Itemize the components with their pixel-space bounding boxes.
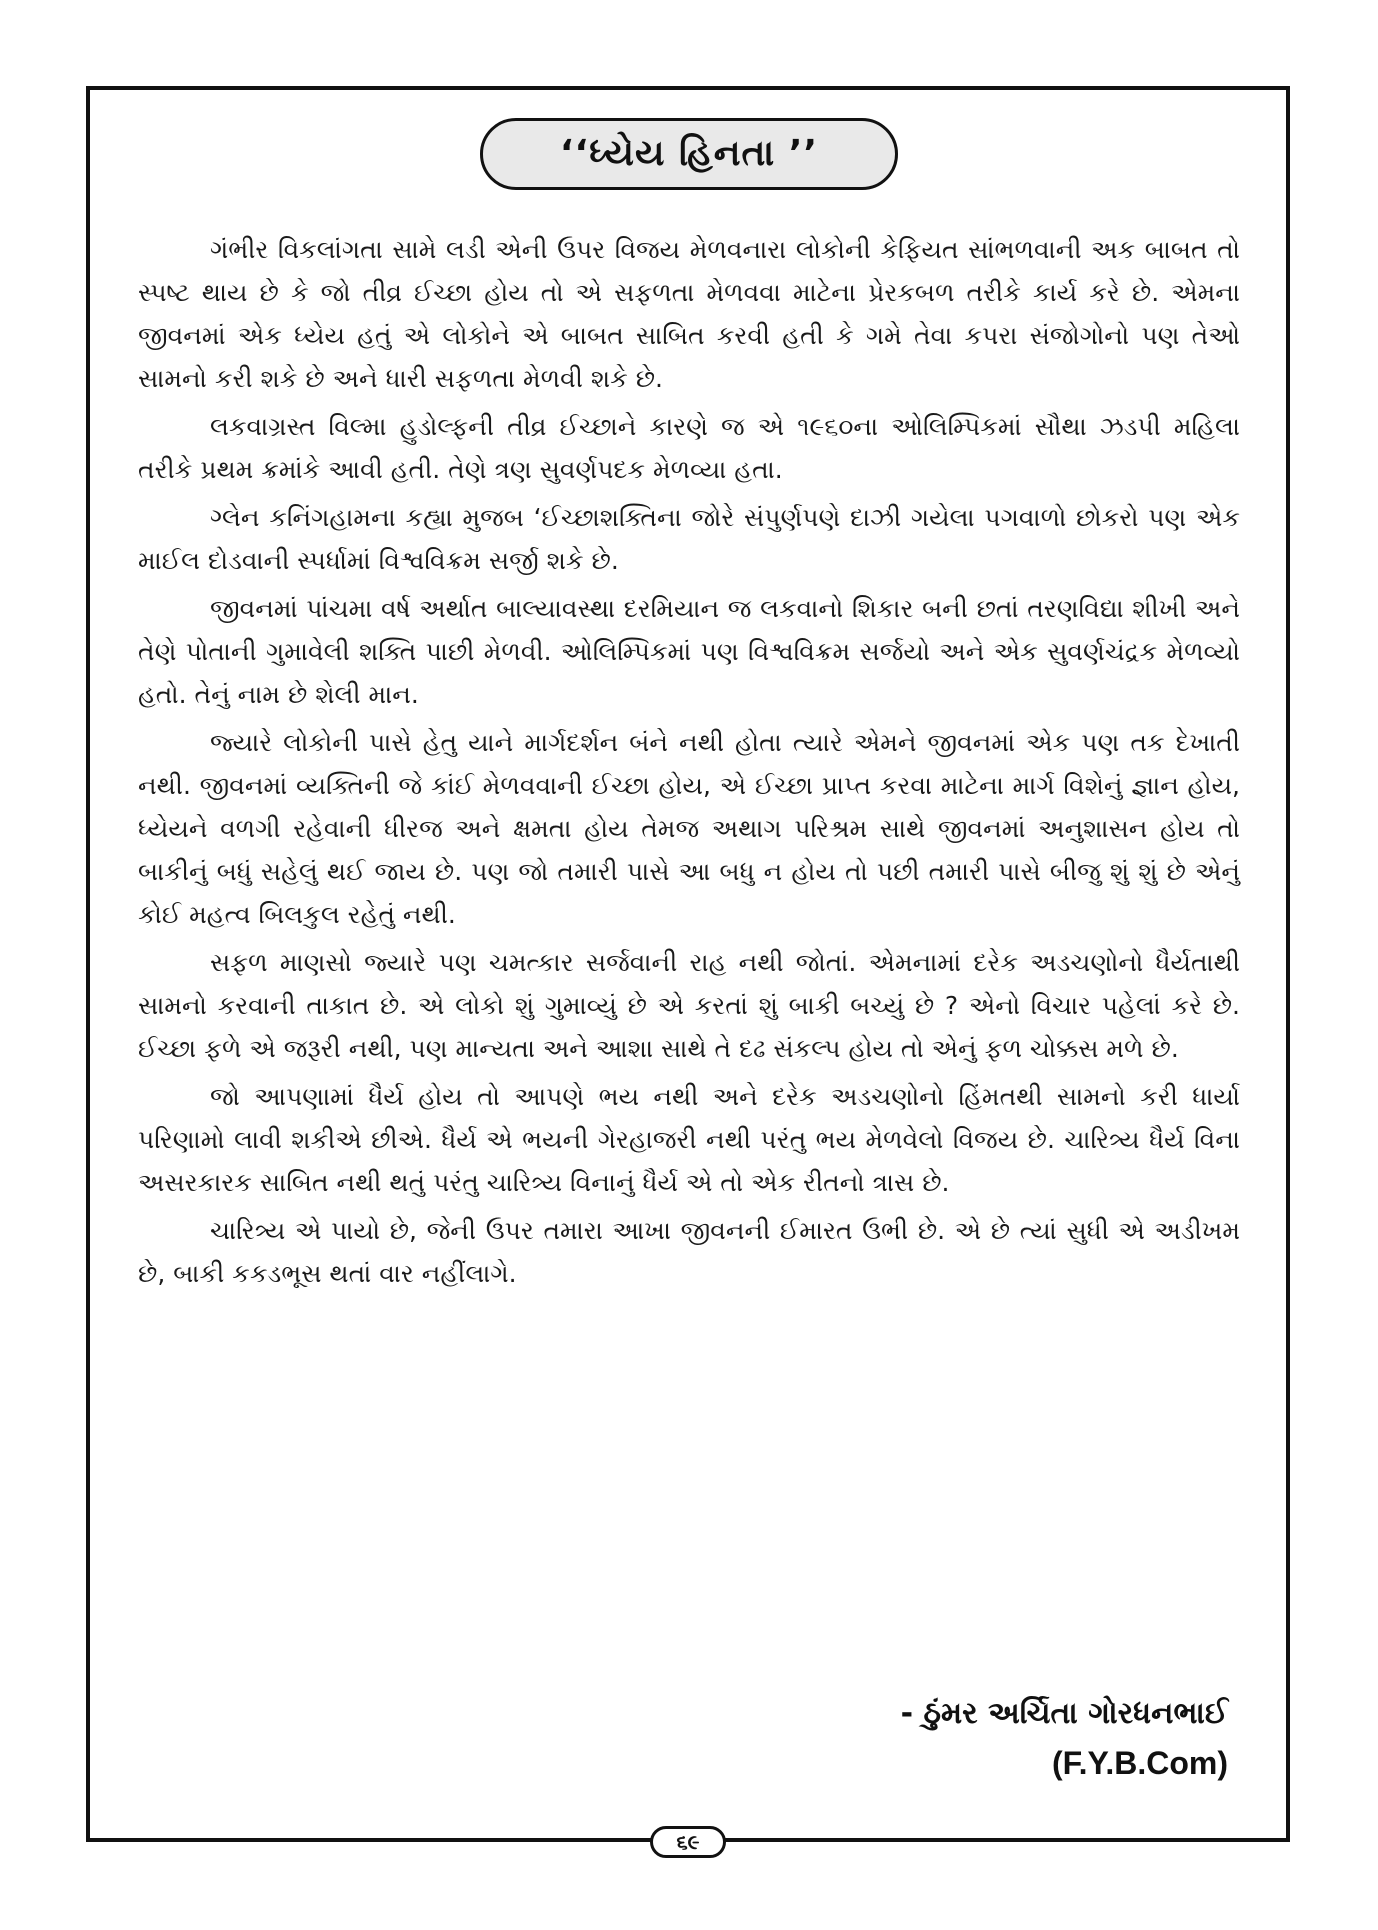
- author-name: - ઠુંમર અર્ચિતા ગોરધનભાઈ: [900, 1696, 1228, 1731]
- article-body: [138, 228, 1240, 1300]
- paragraph: ગંભીર વિકલાંગતા સામે લડી એની ઉપર વિજય મેળવનારા લોકોની કેફિયત સાંભળવાની અક બાબત તો સ્પષ્ટ થાય છે કે જો તીવ્ર ઈચ્છા હોય તો એ સફળતા મેળવવા માટેના પ્રેરકબળ તરીકે કાર્ય કરે છે. એમના જીવનમાં એક ધ્યેય હતું એ લોકોને એ બાબત સાબિત કરવી હતી કે ગમે તેવા કપરા સંજોગોનો પણ તેઓ સામનો કરી શકે છે અને ધારી સફળતા મેળવી શકે છે.: [138, 235, 1240, 393]
- paragraph: લકવાગ્રસ્ત વિલ્મા હુડોલ્ફની તીવ્ર ઈચ્છાને કારણે જ એ ૧૯૬૦ના ઓલિમ્પિકમાં સૌથા ઝડપી મહિલા તરીકે પ્રથમ ક્રમાંકે આવી હતી. તેણે ત્રણ સુવર્ણપદક મેળવ્યા હતા.: [138, 412, 1240, 484]
- paragraph: ગ્લેન કનિંગહામના કહ્યા મુજબ ‘ઈચ્છાશક્તિના જોરે સંપુર્ણપણે દાઝી ગયેલા પગવાળો છોકરો પણ એક માઈલ દોડવાની સ્પર્ધામાં વિશ્વવિક્રમ સર્જી શકે છે.: [138, 503, 1240, 575]
- paragraph: ચારિત્ર્ય એ પાયો છે, જેની ઉપર તમારા આખા જીવનની ઈમારત ઉભી છે. એ છે ત્યાં સુધી એ અડીખમ છે, બાકી કકડભૂસ થતાં વાર નહીંલાગે.: [138, 1216, 1240, 1288]
- paragraph: જ્યારે લોકોની પાસે હેતુ યાને માર્ગદર્શન બંને નથી હોતા ત્યારે એમને જીવનમાં એક પણ તક દેખાતી નથી. જીવનમાં વ્યક્તિની જે કાંઈ મેળવવાની ઈચ્છા હોય, એ ઈચ્છા પ્રાપ્ત કરવા માટેના માર્ગ વિશેનું જ્ઞાન હોય, ધ્યેયને વળગી રહેવાની ધીરજ અને ક્ષમતા હોય તેમજ અથાગ પરિશ્રમ સાથે જીવનમાં અનુશાસન હોય તો બાકીનું બધું સહેલું થઈ જાય છે. પણ જો તમારી પાસે આ બધુ ન હોય તો પછી તમારી પાસે બીજુ શું શું છે એનું કોઈ મહત્વ બિલકુલ રહેતું નથી.: [138, 728, 1240, 929]
- page-number: ૬૯: [650, 1826, 726, 1858]
- signature-block: [901, 1690, 1228, 1788]
- title-banner: [480, 118, 898, 190]
- paragraph: જો આપણામાં ધૈર્ય હોય તો આપણે ભય નથી અને દરેક અડચણોનો હિંમતથી સામનો કરી ધાર્યા પરિણામો લાવી શકીએ છીએ. ધૈર્ય એ ભયની ગેરહાજરી નથી પરંતુ ભય મેળવેલો વિજય છે. ચારિત્ર્ય ધૈર્ય વિના અસરકારક સાબિત નથી થતું પરંતુ ચારિત્ર્ય વિનાનું ધૈર્ય એ તો એક રીતનો ત્રાસ છે.: [138, 1082, 1240, 1197]
- paragraph: જીવનમાં પાંચમા વર્ષ અર્થાત બાલ્યાવસ્થા દરમિયાન જ લકવાનો શિકાર બની છતાં તરણવિદ્યા શીખી અને તેણે પોતાની ગુમાવેલી શક્તિ પાછી મેળવી. ઓલિમ્પિકમાં પણ વિશ્વવિક્રમ સર્જયો અને એક સુવર્ણચંદ્રક મેળવ્યો હતો. તેનું નામ છે શેલી માન.: [138, 594, 1240, 709]
- author-class: (F.Y.B.Com): [1052, 1745, 1228, 1781]
- page-title: ‘‘ધ્યેય હિનતા ’’: [559, 133, 819, 174]
- paragraph: સફળ માણસો જ્યારે પણ ચમત્કાર સર્જવાની રાહ નથી જોતાં. એમનામાં દરેક અડચણોનો ધૈર્યતાથી સામનો કરવાની તાકાત છે. એ લોકો શું ગુમાવ્યું છે એ કરતાં શું બાકી બચ્યું છે ? એનો વિચાર પહેલાં કરે છે. ઈચ્છા ફળે એ જરૂરી નથી, પણ માન્યતા અને આશા સાથે તે દઢ સંકલ્પ હોય તો એનું ફળ ચોક્કસ મળે છે.: [138, 948, 1240, 1063]
